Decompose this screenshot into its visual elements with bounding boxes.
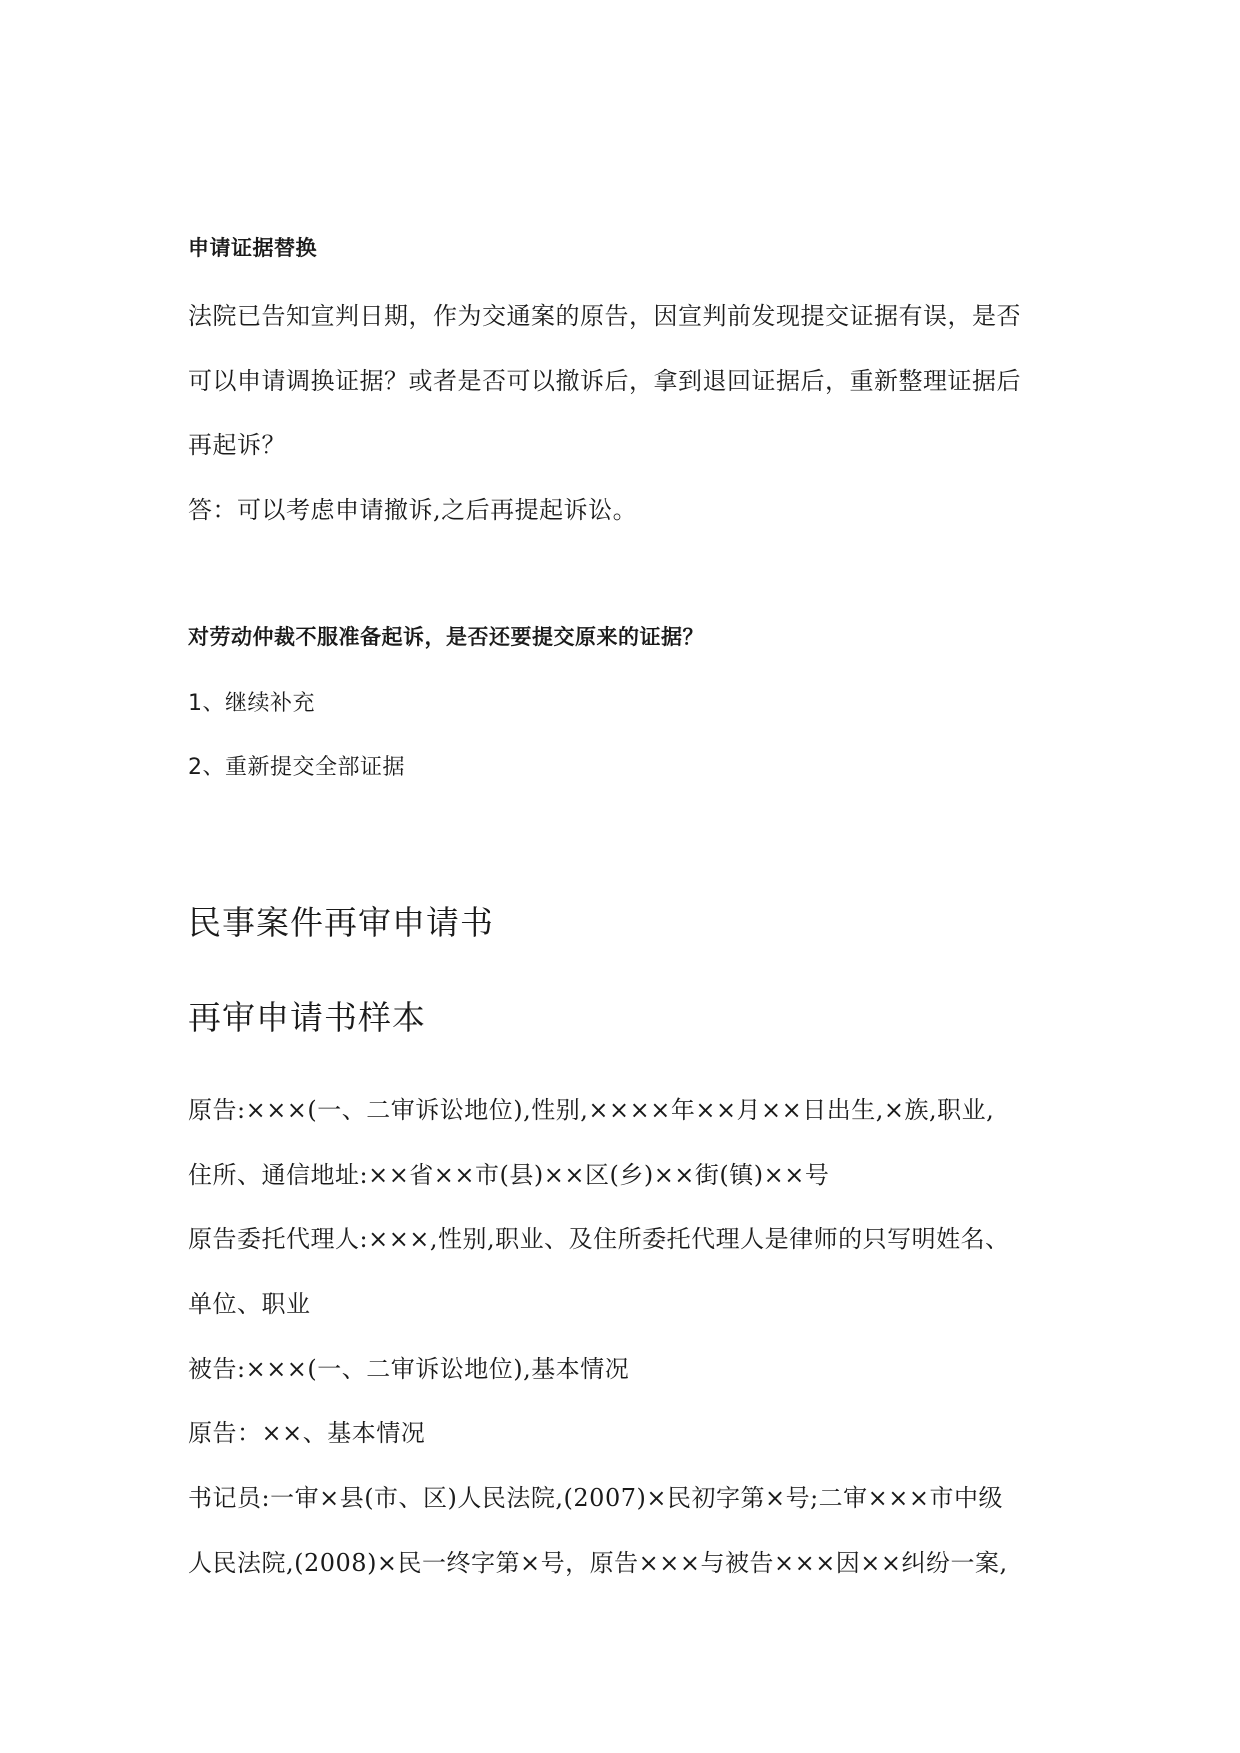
petition-line: 原告:×××(一、二审诉讼地位),性别,××××年××月××日出生,×族,职业, [188,1096,995,1124]
petition-line: 原告委托代理人:×××,性别,职业、及住所委托代理人是律师的只写明姓名、 [188,1225,1010,1253]
section-heading-evidence-replacement: 申请证据替换 [188,236,317,260]
question-paragraph-line: 可以申请调换证据？或者是否可以撤诉后，拿到退回证据后，重新整理证据后 [188,367,1021,395]
petition-line: 人民法院,(2008)×民一终字第×号，原告×××与被告×××因××纠纷一案, [188,1549,1008,1577]
petition-line: 书记员:一审×县(市、区)人民法院,(2007)×民初字第×号;二审×××市中级 [188,1484,1003,1512]
petition-line: 住所、通信地址:××省××市(县)××区(乡)××街(镇)××号 [188,1161,830,1189]
question-paragraph-line: 再起诉？ [188,431,286,459]
question-paragraph-line: 法院已告知宣判日期，作为交通案的原告，因宣判前发现提交证据有误，是否 [188,302,1021,330]
petition-line: 被告:×××(一、二审诉讼地位),基本情况 [188,1355,630,1383]
document-subtitle: 再审申请书样本 [188,998,426,1037]
document-title: 民事案件再审申请书 [188,903,494,942]
answer-line: 答：可以考虑申请撤诉,之后再提起诉讼。 [188,496,638,524]
list-item: 1、继续补充 [188,691,315,716]
petition-line: 单位、职业 [188,1290,311,1318]
section-heading-labor-arbitration: 对劳动仲裁不服准备起诉，是否还要提交原来的证据？ [188,625,704,649]
petition-line: 原告：××、基本情况 [188,1419,426,1447]
list-item: 2、重新提交全部证据 [188,755,405,780]
